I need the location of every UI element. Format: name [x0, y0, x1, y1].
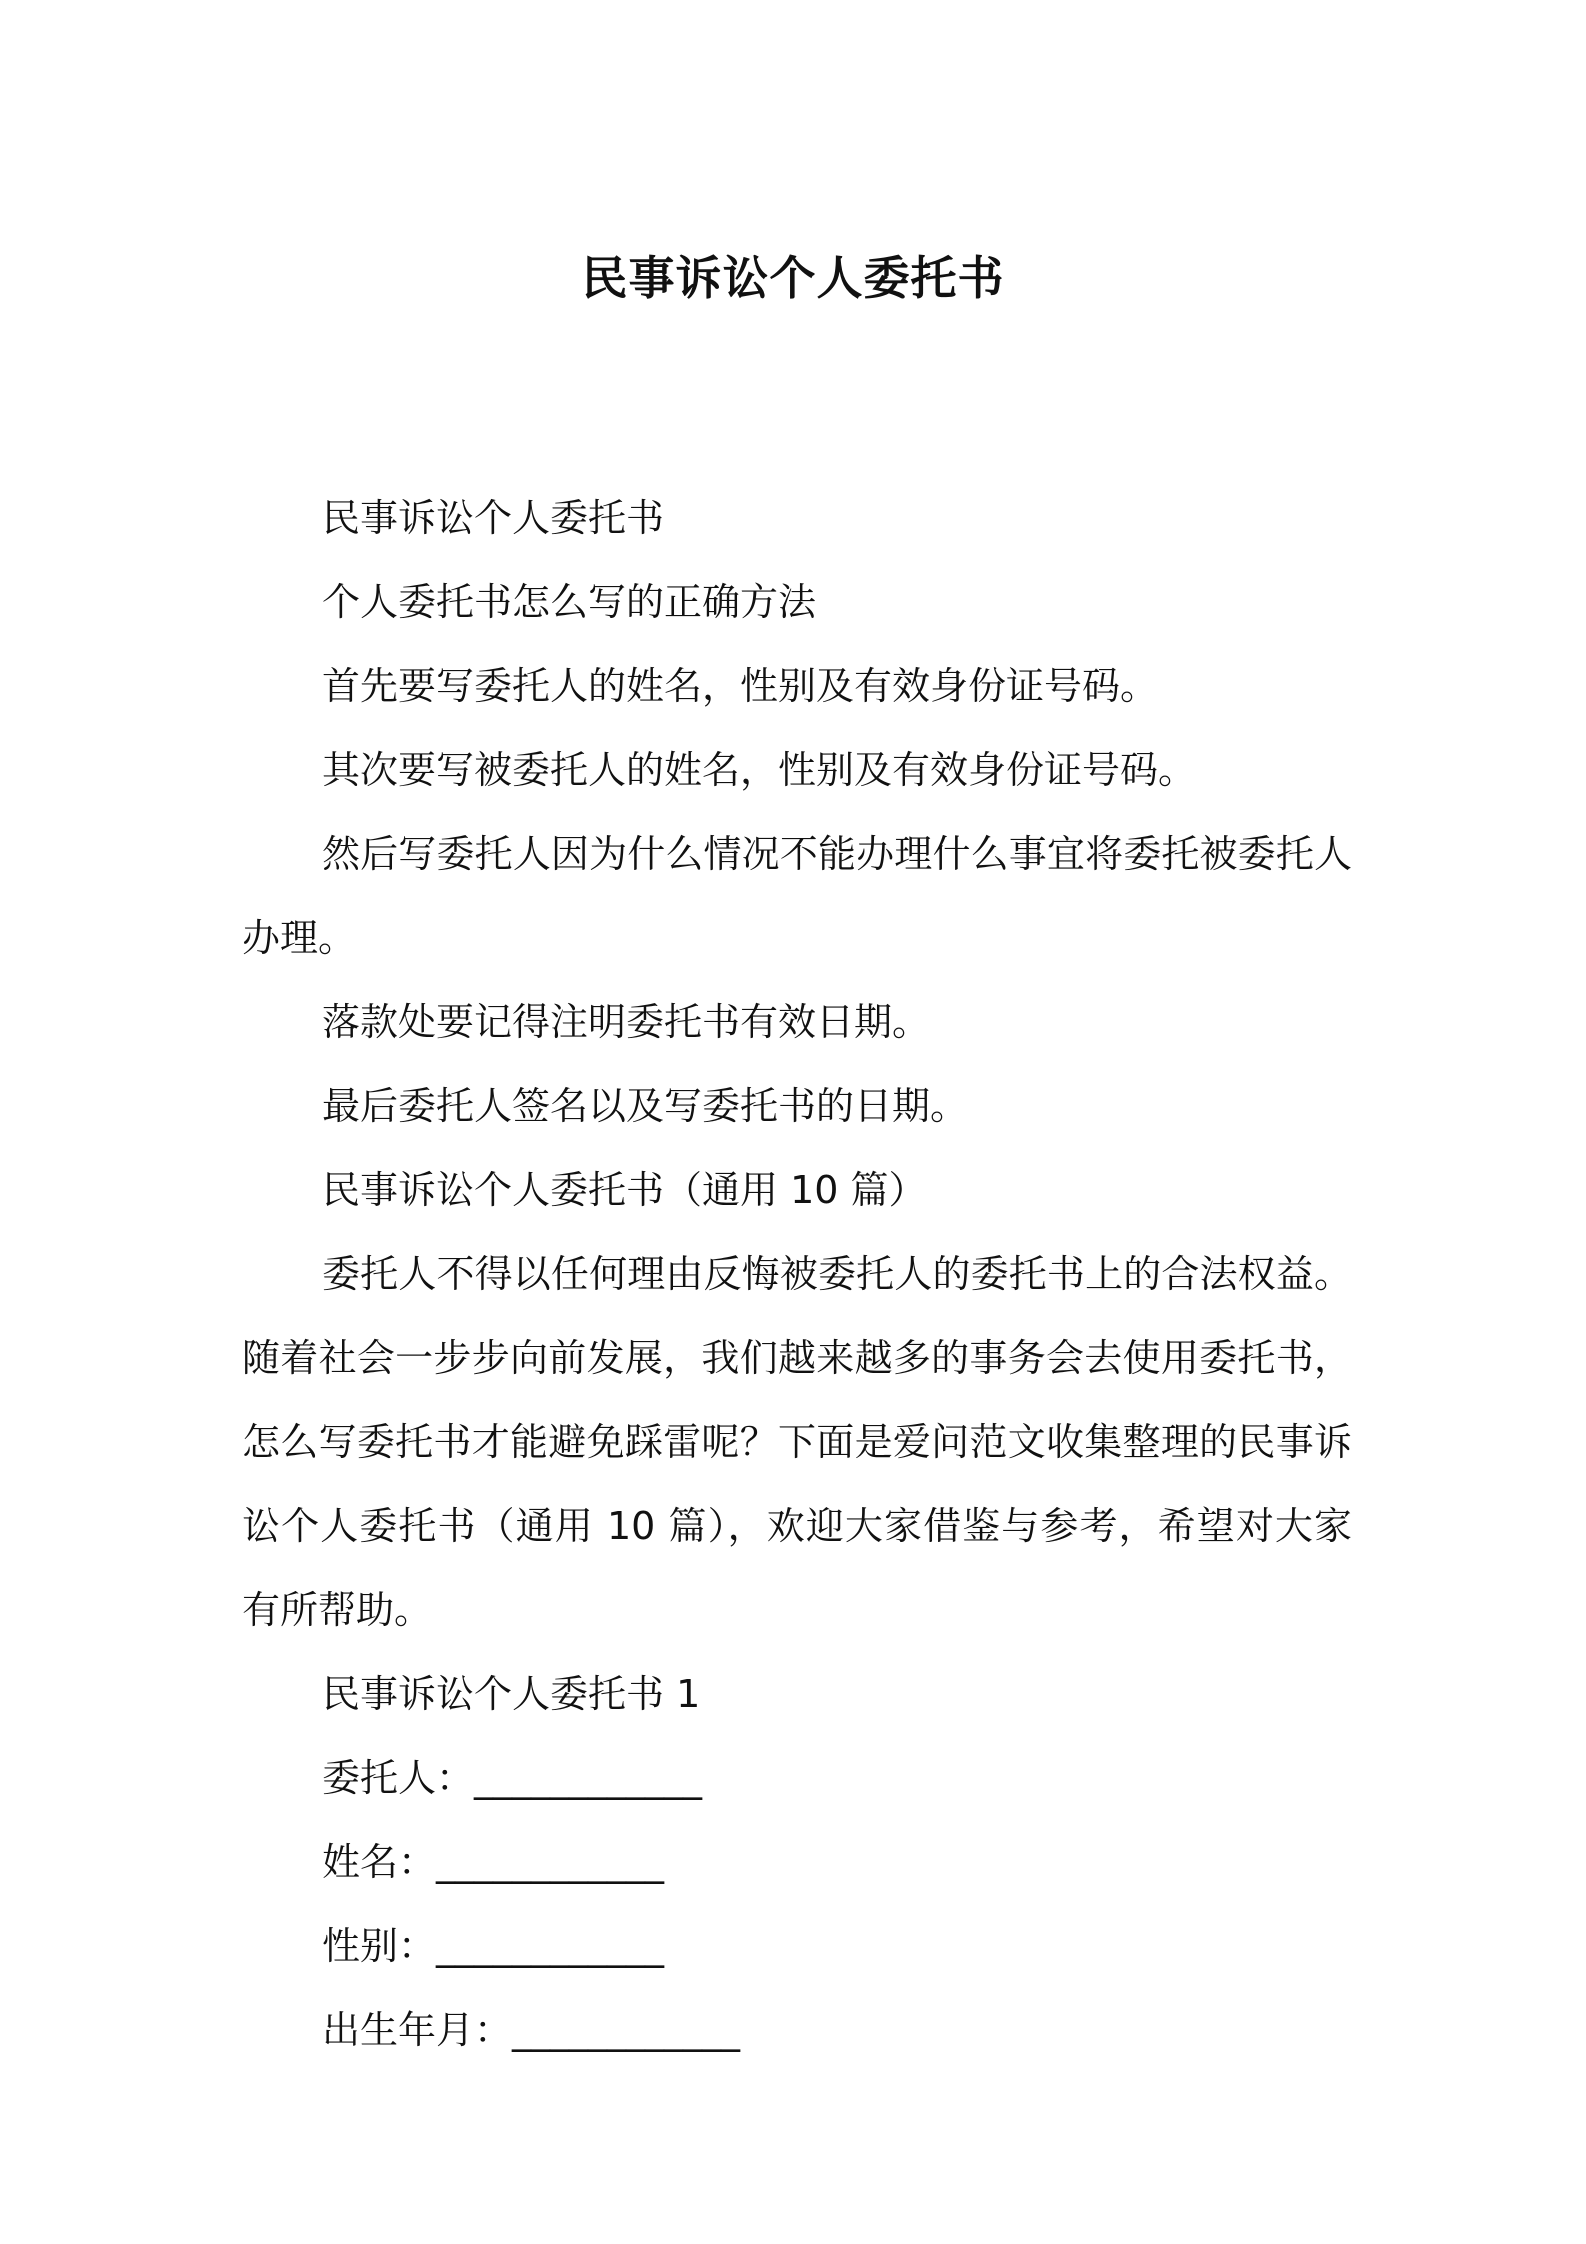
paragraph: 其次要写被委托人的姓名，性别及有效身份证号码。: [322, 748, 1197, 792]
form-field-name: 姓名：____________: [322, 1840, 665, 1884]
form-field-principal: 委托人：____________: [322, 1756, 703, 1800]
paragraph: 最后委托人签名以及写委托书的日期。: [322, 1084, 969, 1128]
paragraph: 落款处要记得注明委托书有效日期。: [322, 1000, 931, 1044]
document-title: 民事诉讼个人委托书: [581, 251, 1005, 305]
form-field-birth-date: 出生年月：____________: [322, 2008, 741, 2052]
form-field-gender: 性别：____________: [322, 1924, 665, 1968]
paragraph: 个人委托书怎么写的正确方法: [322, 580, 817, 624]
paragraph: 民事诉讼个人委托书: [322, 496, 665, 540]
document-body: [242, 476, 1352, 2072]
paragraph: 民事诉讼个人委托书 1: [322, 1672, 701, 1716]
paragraph: 委托人不得以任何理由反悔被委托人的委托书上的合法权益。随着社会一步步向前发展，我们越来越多的事务会去使用委托书，怎么写委托书才能避免踩雷呢？下面是爱问范文收集整理的民事诉讼个人委托书（通用 10 篇），欢迎大家借鉴与参考，希望对大家有所帮助。: [242, 1252, 1352, 1632]
paragraph: 然后写委托人因为什么情况不能办理什么事宜将委托被委托人办理。: [242, 832, 1352, 960]
paragraph: 民事诉讼个人委托书（通用 10 篇）: [322, 1168, 927, 1212]
paragraph: 首先要写委托人的姓名，性别及有效身份证号码。: [322, 664, 1159, 708]
